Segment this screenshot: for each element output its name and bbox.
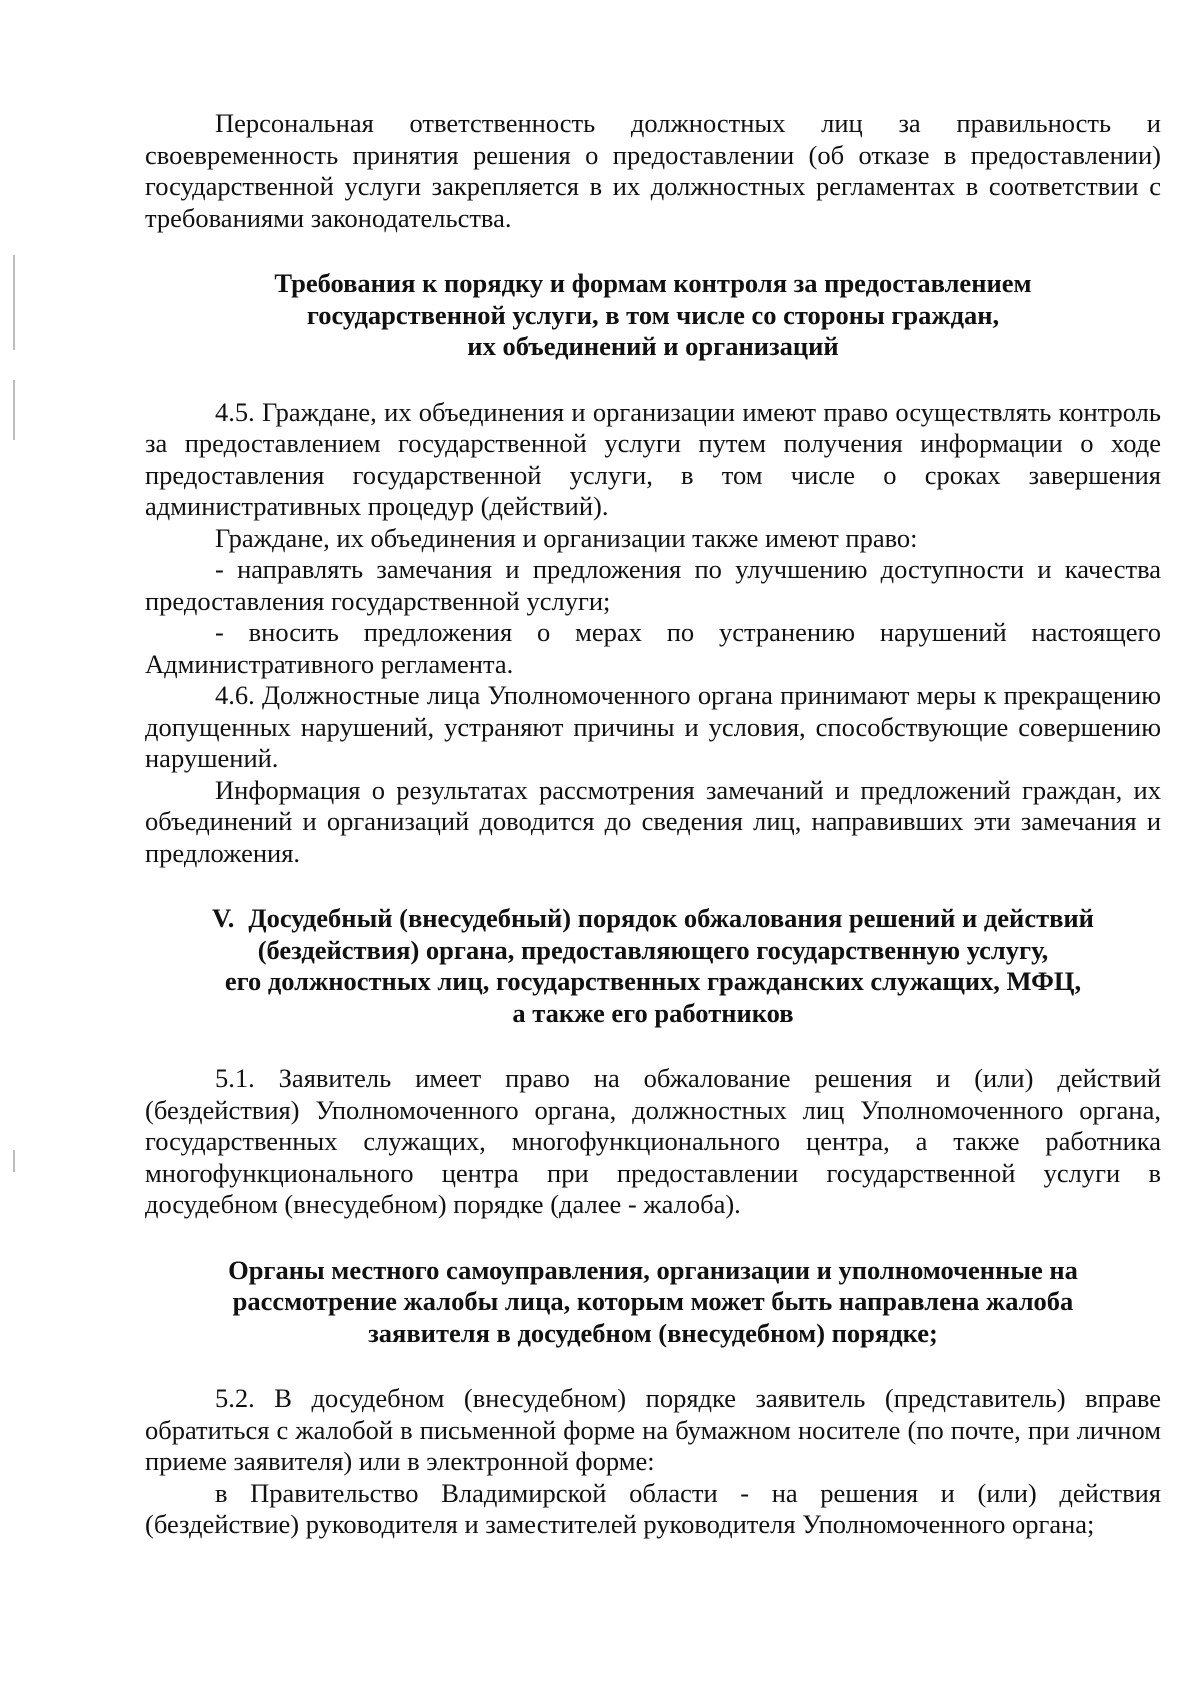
paragraph: 5.1. Заявитель имеет право на обжалование решения и (или) действий (бездействия) Уполномоченного органа, должностных лиц Уполномоченного органа, государственных служащих, многофункционального центра, а также работника многофункционального центра при предоставлении государственной услуги в досудебном (внесудебном) порядке (далее - жалоба). — [145, 1063, 1161, 1219]
heading-line-text: Досудебный (внесудебный) порядок обжалования решений и действий — [248, 903, 1094, 933]
heading-line: заявителя в досудебном (внесудебном) порядке; — [368, 1317, 938, 1348]
paragraph: - направлять замечания и предложения по улучшению доступности и качества предоставления государственной услуги; — [145, 554, 1161, 616]
heading-line: их объединений и организаций — [467, 331, 839, 361]
paragraph: Персональная ответственность должностных лиц за правильность и своевременность принятия решения о предоставлении (об отказе в предоставлении) государственной услуги закрепляется в их должностных регламентах в соответствии с требованиями законодательства. — [145, 108, 1161, 233]
paragraph: 4.6. Должностные лица Уполномоченного органа принимают меры к прекращению допущенных нарушений, устраняют причины и условия, способствующие совершению нарушений. — [145, 680, 1161, 773]
section-heading-authorities — [145, 1255, 1161, 1350]
heading-line: а также его работников — [512, 997, 794, 1028]
heading-line: его должностных лиц, государственных гражданских служащих, МФЦ, — [224, 966, 1082, 996]
document-body — [145, 108, 1161, 1541]
heading-line: Органы местного самоуправления, организации и уполномоченные на — [228, 1254, 1078, 1285]
heading-line: (бездействия) органа, предоставляющего государственную услугу, — [257, 934, 1049, 965]
heading-line: Требования к порядку и формам контроля за предоставлением — [274, 268, 1032, 298]
paragraph: Информация о результатах рассмотрения замечаний и предложений граждан, их объединений и организаций доводится до сведения лиц, направивших эти замечания и предложения. — [145, 774, 1161, 868]
section-numeral: V. — [212, 903, 235, 933]
paragraph: Граждане, их объединения и организации также имеют право: — [215, 522, 918, 553]
scan-edge-mark — [13, 380, 15, 440]
paragraph: в Правительство Владимирской области - на решения и (или) действия (бездействие) руководителя и заместителей руководителя Уполномоченного органа; — [145, 1477, 1161, 1539]
paragraph: 4.5. Граждане, их объединения и организации имеют право осуществлять контроль за предоставлением государственной услуги путем получения информации о ходе предоставления государственной услуги, в том числе о сроках завершения административных процедур (действий). — [145, 396, 1161, 521]
heading-line: рассмотрение жалобы лица, которым может быть направлена жалоба — [232, 1286, 1074, 1316]
heading-line — [145, 903, 1161, 935]
scan-edge-mark — [13, 255, 15, 350]
paragraph: - вносить предложения о мерах по устранению нарушений настоящего Административного регламента. — [145, 617, 1161, 679]
section-heading-appeal — [145, 903, 1161, 1029]
heading-line: государственной услуги, в том числе со стороны граждан, — [306, 299, 1000, 330]
section-heading-control — [145, 268, 1161, 363]
scan-edge-mark — [13, 1150, 15, 1172]
paragraph: 5.2. В досудебном (внесудебном) порядке заявитель (представитель) вправе обратиться с жалобой в письменной форме на бумажном носителе (по почте, при личном приеме заявителя) или в электронной форме: — [145, 1383, 1161, 1476]
